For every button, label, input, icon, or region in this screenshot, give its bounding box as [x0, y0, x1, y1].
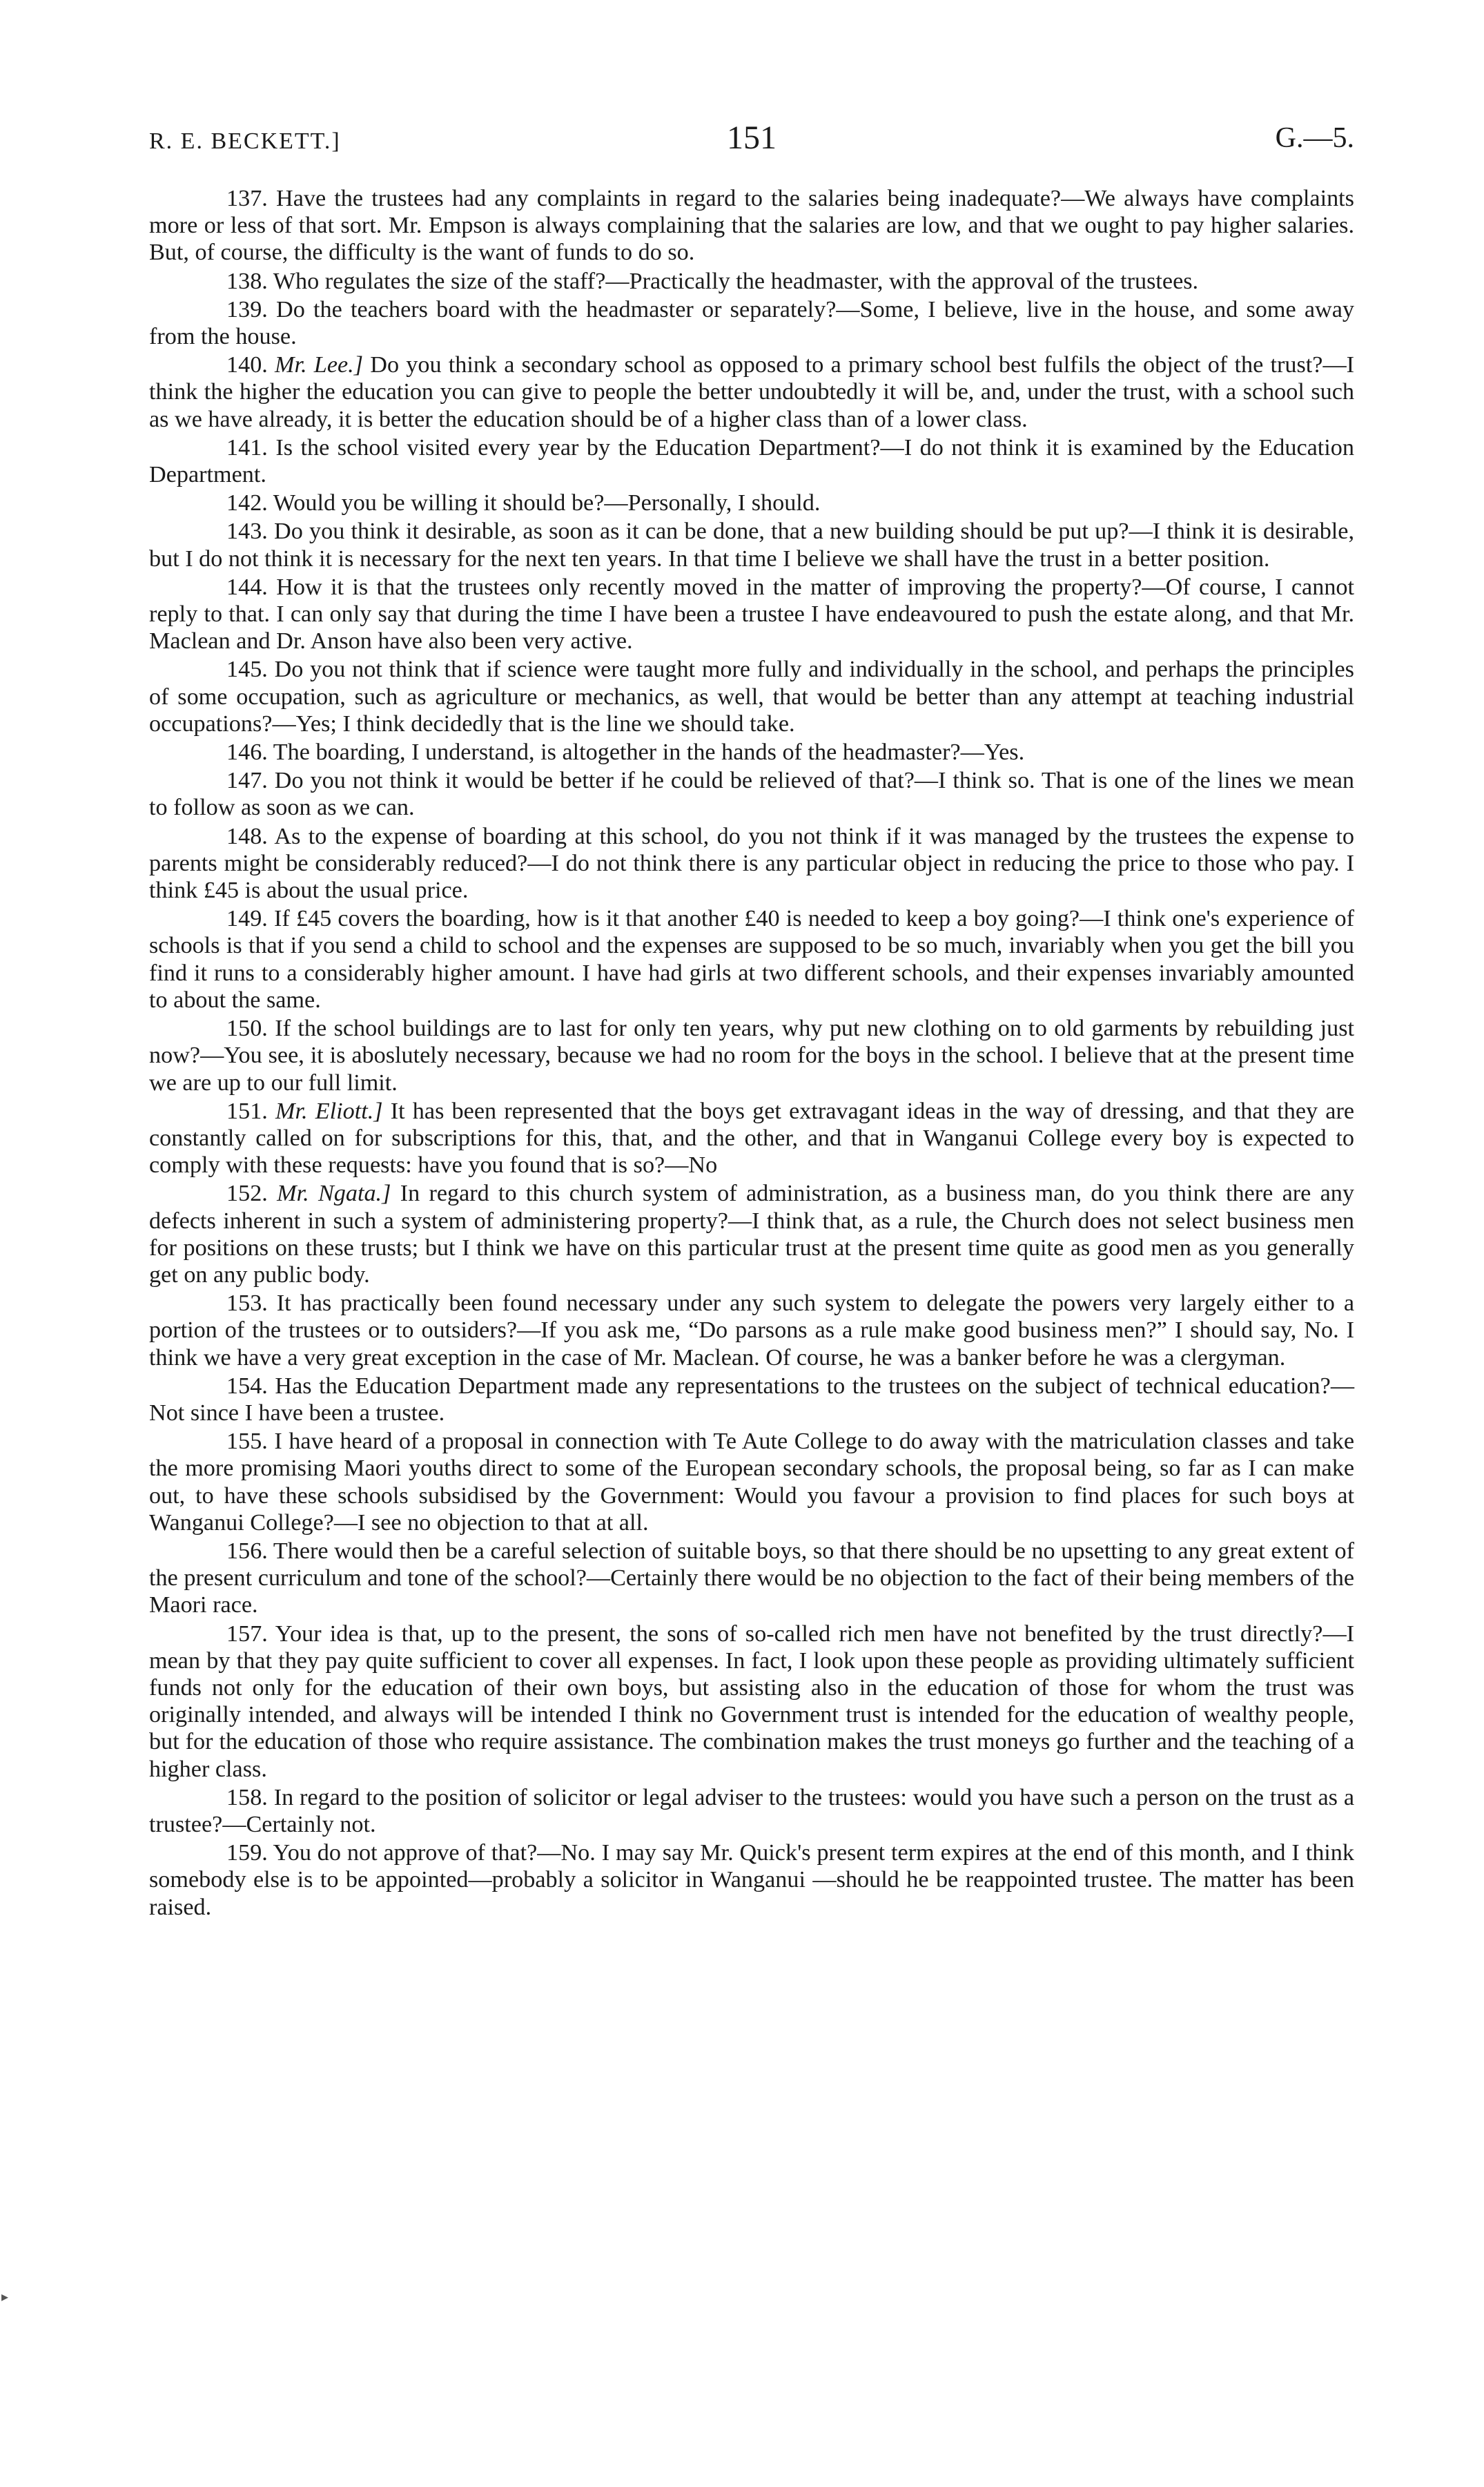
testimony-paragraph — [149, 185, 1354, 267]
question-text: In regard to this church system of administration, as a business man, do you think there are any defects inherent in such a system of administering property? — [149, 1181, 1354, 1234]
answer-text: —Yes; I think decidedly that is the line we should take. — [272, 710, 795, 737]
question-number: 150. — [226, 1016, 268, 1042]
testimony-paragraph — [149, 490, 1354, 516]
speaker-name: Mr. Lee.] — [275, 352, 364, 378]
question-text: Do you think a secondary school as opposed to a primary school best fulfils the object of the trust? — [370, 352, 1323, 378]
question-text: If £45 covers the boarding, how is it that another £40 is needed to keep a boy going? — [274, 906, 1080, 932]
question-text: If the school buildings are to last for only ten years, why put new clothing on to old garments by rebuilding just now? — [149, 1016, 1354, 1069]
testimony-paragraph — [149, 434, 1354, 488]
answer-text: —I do not think it is examined by the Education Department. — [149, 434, 1354, 488]
answer-text: —Personally, I should. — [604, 490, 821, 516]
answer-text: —I see no objection to that at all. — [333, 1509, 649, 1536]
answer-text: —No — [665, 1152, 718, 1179]
testimony-paragraph — [149, 296, 1354, 350]
answer-text: —Practically the headmaster, with the approval of the trustees. — [605, 268, 1199, 294]
question-text: Who regulates the size of the staff? — [273, 268, 606, 294]
answer-text: —Certainly there would be no objection to the fact of their being members of the Maori race. — [149, 1565, 1354, 1618]
testimony-paragraph — [149, 268, 1354, 295]
answer-text: —I mean by that they pay quite sufficient to cover all expenses. In fact, I look upon these people as providing ultimately sufficient funds not only for the education of their own boys, but assisting also in the education of those for whom the trust was originally intended, and always will be intended I think no Government trust is intended for the education of wealthy people, but for the education of those who require assistance. The combination makes the trust moneys go further and the teaching of a higher class. — [149, 1620, 1355, 1782]
question-number: 144. — [226, 574, 268, 600]
page-header — [149, 119, 1354, 160]
testimony-paragraph — [149, 656, 1354, 737]
question-text: Your idea is that, up to the present, the sons of so-called rich men have not benefited by the trust directly? — [275, 1620, 1323, 1647]
question-text: Do you not think it would be better if he could be relieved of that? — [274, 768, 915, 794]
answer-text: —No. I may say Mr. Quick's present term expires at the end of this month, and I think somebody else is to be appointed—probably a solicitor in Wanganui —should he be reappointed trustee. The matter has been raised. — [149, 1840, 1354, 1920]
header-document-code: G.—5. — [1275, 122, 1354, 154]
question-number: 156. — [226, 1538, 268, 1564]
question-number: 149. — [226, 906, 268, 932]
question-text: Do you not think that if science were taught more fully and individually in the school, and perhaps the principles of some occupation, such as agriculture or mechanics, as well, that would be better than any attempt at teaching industrial occupations? — [149, 657, 1354, 737]
answer-text: —I think that, as a rule, the Church does not select business men for positions on these trusts; but I think we have on this particular trust at the present time quite as good men as you generally get on any public body. — [149, 1208, 1354, 1288]
question-text: Do you think it desirable, as soon as it can be done, that a new building should be put up? — [274, 519, 1129, 545]
testimony-paragraph — [149, 574, 1354, 655]
answer-text: —I do not think there is any particular object in reducing the price to those who pay. I think £45 is about the usual price. — [149, 850, 1354, 904]
answer-text: —Some, I believe, live in the house, and some away from the house. — [149, 296, 1354, 350]
question-number: 158. — [226, 1784, 268, 1810]
testimony-paragraph — [149, 739, 1354, 766]
question-number: 139. — [226, 296, 268, 322]
testimony-paragraph — [149, 518, 1354, 572]
question-text: I have heard of a proposal in connection with Te Aute College to do away with the matriculation classes and take the more promising Maori youths direct to some of the European secondary schools, the proposal being, so far as I can make out, to have these schools subsidised by the Government: Would you favour a provision to find places for such boys at Wanganui College? — [149, 1429, 1354, 1536]
answer-text: —I think so. That is one of the lines we mean to follow as soon as we can. — [149, 768, 1355, 821]
question-text: Would you be willing it should be? — [273, 490, 605, 516]
speaker-name: Mr. Ngata.] — [277, 1181, 391, 1207]
testimony-paragraph — [149, 1538, 1354, 1619]
testimony-paragraph — [149, 1015, 1354, 1096]
question-number: 159. — [226, 1840, 268, 1866]
answer-text: —Certainly not. — [222, 1811, 376, 1837]
question-text: The boarding, I understand, is altogether in the hands of the headmaster? — [273, 739, 961, 766]
question-number: 147. — [226, 768, 268, 794]
answer-text: —I think it is desirable, but I do not think it is necessary for the next ten years. In that time I believe we shall have the trust in a better position. — [149, 519, 1355, 572]
question-number: 157. — [226, 1620, 268, 1647]
question-number: 141. — [226, 434, 268, 461]
speaker-name: Mr. Eliott.] — [275, 1098, 383, 1124]
question-text: How it is that the trustees only recently moved in the matter of improving the property? — [276, 574, 1142, 600]
testimony-paragraph — [149, 823, 1354, 904]
question-number: 151. — [226, 1098, 268, 1124]
testimony-paragraph — [149, 1290, 1354, 1371]
answer-text: —We always have complaints more or less of that sort. Mr. Empson is always complaining that the salaries are low, and that we ought to pay higher salaries. But, of course, the difficulty is the want of funds to do so. — [149, 186, 1354, 266]
answer-text: —I think one's experience of schools is that if you send a child to school and the expenses are supposed to be so much, invariably when you get the bill you find it runs to a considerably higher amount. I have had girls at two different schools, and their expenses invariably amounted to about the same. — [149, 906, 1355, 1013]
answer-text: —I think the higher the education you can give to people the better undoubtedly it will be, and, under the trust, with a school such as we have already, it is better the education should be of a higher class than of a lower class. — [149, 352, 1355, 432]
answer-text: —You see, it is aboslutely necessary, because we had no room for the boys in the school. I believe that at the present time we are up to our full limit. — [149, 1043, 1354, 1096]
question-number: 154. — [226, 1373, 268, 1399]
question-number: 155. — [226, 1429, 268, 1455]
page-number: 151 — [727, 119, 777, 156]
question-number: 140. — [226, 352, 268, 378]
testimony-paragraph — [149, 351, 1354, 433]
header-witness-name: R. E. BECKETT.] — [149, 128, 341, 154]
question-number: 138. — [226, 268, 268, 294]
margin-mark: ▸ — [1, 2290, 9, 2305]
answer-text: —Yes. — [960, 739, 1025, 766]
testimony-paragraph — [149, 1428, 1354, 1536]
question-text: Have the trustees had any complaints in regard to the salaries being inadequate? — [276, 186, 1062, 211]
question-text: You do not approve of that? — [273, 1840, 538, 1866]
testimony-paragraph — [149, 1784, 1354, 1838]
testimony-paragraph — [149, 1620, 1354, 1783]
answer-text: —If you ask me, “Do parsons as a rule make good business men?” I should say, No. I think we have a very great exception in the case of Mr. Maclean. Of course, he was a banker before he was a clergyman. — [149, 1317, 1354, 1371]
testimony-paragraph — [149, 767, 1354, 821]
question-text: In regard to the position of solicitor or legal adviser to the trustees: would you have such a person on the trust as a trustee? — [149, 1784, 1354, 1837]
testimony-paragraph — [149, 905, 1354, 1014]
document-body — [149, 185, 1354, 1922]
question-number: 143. — [226, 519, 268, 545]
question-text: It has practically been found necessary under any such system to delegate the powers very largely either to a portion of the trustees or to outsiders? — [149, 1290, 1355, 1344]
question-text: There would then be a careful selection of suitable boys, so that there should be no upsetting to any great extent of the present curriculum and tone of the school? — [149, 1538, 1355, 1591]
answer-text: —Of course, I cannot reply to that. I can only say that during the time I have been a trustee I have endeavoured to push the estate along, and that Mr. Maclean and Dr. Anson have also been very active. — [149, 574, 1355, 655]
question-number: 148. — [226, 823, 268, 849]
question-number: 146. — [226, 739, 268, 766]
question-text: Is the school visited every year by the Education Department? — [275, 434, 881, 461]
testimony-paragraph — [149, 1098, 1354, 1179]
question-number: 145. — [226, 657, 268, 683]
question-text: As to the expense of boarding at this school, do you not think if it was managed by the trustees the expense to parents might be considerably reduced? — [149, 823, 1354, 876]
question-number: 153. — [226, 1290, 268, 1317]
question-text: It has been represented that the boys get extravagant ideas in the way of dressing, and that they are constantly called on for subscriptions for this, that, and the other, and that in Wanganui College every boy is expected to comply with these requests: have you found that is so? — [149, 1098, 1355, 1179]
testimony-paragraph — [149, 1180, 1354, 1288]
question-text: Do the teachers board with the headmaster or separately? — [276, 296, 837, 322]
question-number: 152. — [226, 1181, 268, 1207]
question-text: Has the Education Department made any representations to the trustees on the subject of technical education? — [275, 1373, 1331, 1399]
answer-text: —Not since I have been a trustee. — [149, 1373, 1354, 1426]
testimony-paragraph — [149, 1839, 1354, 1921]
question-number: 142. — [226, 490, 268, 516]
question-number: 137. — [226, 186, 268, 211]
testimony-paragraph — [149, 1373, 1354, 1426]
